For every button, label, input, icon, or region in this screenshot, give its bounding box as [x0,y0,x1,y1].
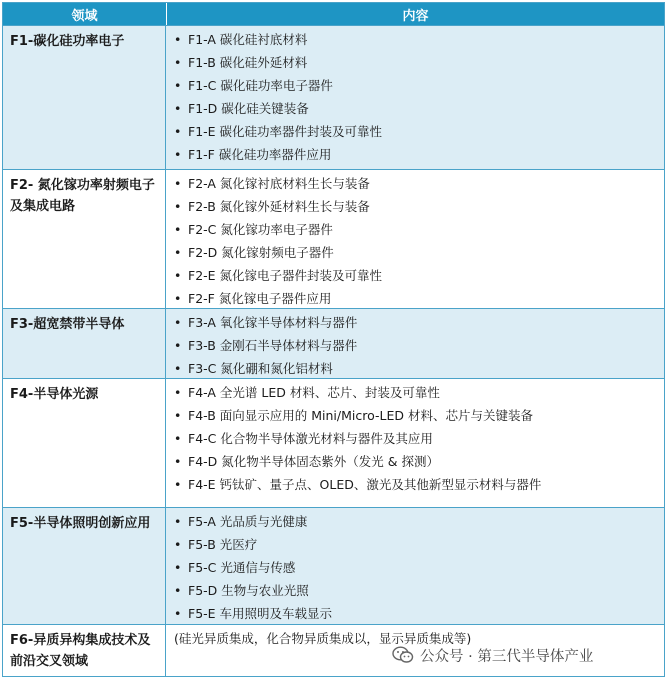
table-header [3,3,664,25]
list-item: • F3-A 氧化镓半导体材料与器件 [174,315,358,330]
table-row-f5 [3,507,664,624]
row-title: F4-半导体光源 [3,379,166,507]
row-content [166,508,664,624]
list-item: • F4-C 化合物半导体激光材料与器件及其应用 [174,431,433,446]
list-item: • F5-A 光品质与光健康 [174,514,308,529]
row-title: F2- 氮化镓功率射频电子及集成电路 [3,170,166,308]
list-item: • F4-E 钙钛矿、量子点、OLED、激光及其他新型显示材料与器件 [174,477,542,492]
list-item: • F4-D 氮化物半导体固态紫外（发光 & 探测） [174,454,439,469]
wechat-icon [392,646,414,664]
list-item: • F1-F 碳化硅功率器件应用 [174,147,332,162]
list-item: • F4-A 全光谱 LED 材料、芯片、封装及可靠性 [174,385,440,400]
list-item: • F1-C 碳化硅功率电子器件 [174,78,333,93]
row-content [166,309,664,378]
row-title: F3-超宽禁带半导体 [3,309,166,378]
header-content: 内容 [402,8,429,24]
list-item: • F3-C 氮化硼和氮化铝材料 [174,361,333,376]
row-content [166,26,664,169]
list-item: • F2-B 氮化镓外延材料生长与装备 [174,199,370,214]
list-item: • F1-E 碳化硅功率器件封装及可靠性 [174,124,383,139]
watermark [392,645,593,665]
list-item: • F2-C 氮化镓功率电子器件 [174,222,333,237]
list-item: • F2-E 氮化镓电子器件封装及可靠性 [174,268,383,283]
list-item: • F5-D 生物与农业光照 [174,583,309,598]
list-item: • F3-B 金刚石半导体材料与器件 [174,338,358,353]
list-item: • F2-D 氮化镓射频电子器件 [174,245,334,260]
list-item: • F5-E 车用照明及车载显示 [174,606,333,621]
fields-table [2,2,665,677]
row-title: F5-半导体照明创新应用 [3,508,166,624]
list-item: • F2-A 氮化镓衬底材料生长与装备 [174,176,370,191]
list-item: • F4-B 面向显示应用的 Mini/Micro-LED 材料、芯片与关键装备 [174,408,533,423]
table-row-f4 [3,378,664,507]
list-item: • F1-B 碳化硅外延材料 [174,55,308,70]
list-item: • F1-D 碳化硅关键装备 [174,101,309,116]
row-title: F1-碳化硅功率电子 [3,26,166,169]
row-content [166,379,664,507]
table-row-f1 [3,25,664,169]
table-row-f2 [3,169,664,308]
row-content [166,170,664,308]
watermark-text: 公众号 · 第三代半导体产业 [420,648,594,665]
row-title: F6-异质异构集成技术及前沿交叉领域 [3,625,166,676]
list-item: • F5-C 光通信与传感 [174,560,296,575]
list-item: • F5-B 光医疗 [174,537,258,552]
header-field: 领域 [3,3,167,25]
table-row-f3 [3,308,664,378]
list-item: • F1-A 碳化硅衬底材料 [174,32,308,47]
list-item: • F2-F 氮化镓电子器件应用 [174,291,332,306]
row-note: (硅光异质集成，化合物异质集成以，显示异质集成等) [174,631,472,646]
